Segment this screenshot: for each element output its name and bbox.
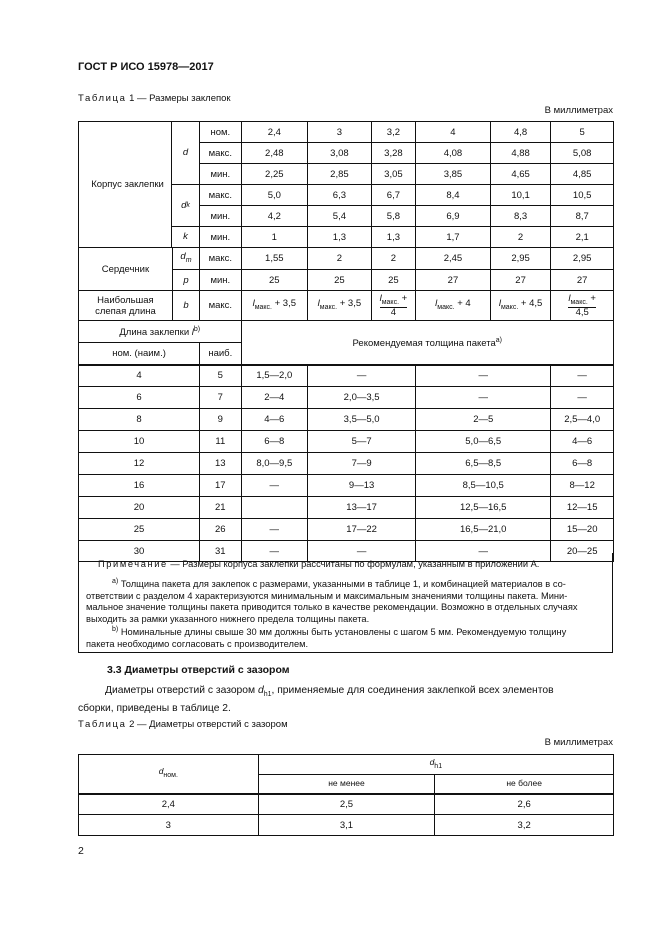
- value-text: + 3,5: [339, 298, 362, 310]
- table2-unit: В миллиметрах: [544, 737, 613, 748]
- dh1-header: [258, 755, 613, 775]
- value-cell: 10,5: [551, 185, 614, 206]
- kind-cell: мин.: [200, 206, 241, 227]
- value-cell: 5,4: [308, 206, 372, 227]
- footnote-a: [86, 576, 609, 625]
- value-text: +: [590, 293, 596, 305]
- symbol-text: d: [181, 199, 187, 211]
- thickness-cell: 5,0—6,5: [416, 431, 551, 453]
- length-nom: 4: [79, 365, 200, 387]
- l-symbol: l: [435, 298, 438, 310]
- rivet-dimensions-table: [78, 121, 614, 562]
- table-cell: 3,2: [435, 815, 614, 836]
- thickness-cell: —: [241, 541, 308, 562]
- value-cell: 2: [308, 248, 372, 270]
- thickness-cell: 4—6: [551, 431, 614, 453]
- thickness-cell: 7—9: [308, 453, 416, 475]
- value-text: +: [401, 293, 408, 305]
- thickness-cell: 15—20: [551, 519, 614, 541]
- d-sub: ном.: [163, 772, 178, 780]
- table1-note: [98, 559, 539, 571]
- value-cell: 3,05: [371, 164, 415, 185]
- value-cell: 4,65: [490, 164, 551, 185]
- footnote-mark: a): [495, 337, 502, 345]
- value-cell: 10,1: [490, 185, 551, 206]
- kind-cell: ном.: [200, 122, 241, 143]
- max-header: наиб.: [200, 343, 241, 365]
- value-cell: 2,85: [308, 164, 372, 185]
- kind-cell: мин.: [200, 270, 241, 291]
- l-symbol: l: [498, 298, 501, 310]
- symbol-dm: [172, 248, 199, 270]
- thickness-cell: 8,0—9,5: [241, 453, 308, 475]
- value-cell: 8,4: [416, 185, 491, 206]
- symbol-sub: k: [186, 201, 190, 209]
- length-nom: 6: [79, 387, 200, 409]
- length-nom: 12: [79, 453, 200, 475]
- thickness-cell: —: [308, 541, 416, 562]
- thickness-cell: 8,5—10,5: [416, 475, 551, 497]
- l-sub: макс.: [437, 303, 455, 311]
- kind-cell: макс.: [200, 291, 241, 321]
- value-cell: 27: [551, 270, 614, 291]
- l-symbol: l: [317, 298, 320, 310]
- thickness-cell: 16,5—21,0: [416, 519, 551, 541]
- value-cell: 8,3: [490, 206, 551, 227]
- symbol-dk: [172, 184, 199, 227]
- thickness-cell: 9—13: [308, 475, 416, 497]
- note-text: — Размеры корпуса заклепки рассчитаны по формулам, указанным в приложении А.: [170, 559, 540, 569]
- value-cell: 1,3: [308, 227, 372, 248]
- d-sub: h1: [434, 762, 443, 770]
- thickness-cell: —: [416, 541, 551, 562]
- value-cell: [416, 291, 491, 321]
- dnom-header: [79, 755, 259, 794]
- length-max: 21: [200, 497, 241, 519]
- value-cell: 27: [416, 270, 491, 291]
- value-cell: 25: [308, 270, 372, 291]
- value-cell: 5: [551, 122, 614, 143]
- footnote-mark: b): [193, 326, 201, 334]
- value-cell: [308, 291, 372, 321]
- value-cell: 4,08: [416, 143, 491, 164]
- corpus-label: Корпус заклепки: [91, 179, 164, 190]
- thickness-cell: —: [551, 365, 614, 387]
- value-cell: 25: [371, 270, 415, 291]
- thickness-cell: 13—17: [308, 497, 416, 519]
- value-cell: 2,95: [490, 248, 551, 270]
- thickness-cell: 6—8: [551, 453, 614, 475]
- value-cell: 3,2: [371, 122, 415, 143]
- symbol-k: k: [183, 231, 188, 242]
- value-cell: 27: [490, 270, 551, 291]
- symbol-p: p: [172, 270, 199, 291]
- footnote-line: Номинальные длины свыше 30 мм должны быть установлены с шагом 5 мм. Рекомендуемую толщину: [120, 627, 567, 638]
- thickness-cell: 17—22: [308, 519, 416, 541]
- kind-cell: мин.: [200, 164, 241, 185]
- value-cell: 2: [490, 227, 551, 248]
- value-cell: 8,7: [551, 206, 614, 227]
- thickness-cell: 3,5—5,0: [308, 409, 416, 431]
- thickness-header-text: Рекомендуемая толщина пакета: [352, 338, 496, 350]
- kind-cell: макс.: [200, 248, 241, 270]
- length-max: 11: [200, 431, 241, 453]
- section-title: 3.3 Диаметры отверстий с зазором: [107, 664, 290, 676]
- thickness-cell: [241, 497, 308, 519]
- numerator: [380, 294, 408, 308]
- table1-caption: [78, 93, 231, 104]
- l-sub: макс.: [570, 298, 588, 306]
- value-cell: 2,4: [241, 122, 308, 143]
- kind-cell: макс.: [200, 185, 241, 206]
- value-cell: 2: [371, 248, 415, 270]
- thickness-cell: 20—25: [551, 541, 614, 562]
- page-number: 2: [78, 845, 84, 857]
- footnote-mark: b): [112, 626, 119, 633]
- para-text: Диаметры отверстий с зазором: [105, 685, 256, 696]
- value-cell: 2,25: [241, 164, 308, 185]
- value-cell: 3: [308, 122, 372, 143]
- thickness-cell: —: [551, 387, 614, 409]
- document-header: ГОСТ Р ИСО 15978—2017: [78, 61, 214, 73]
- symbol-sub: m: [185, 256, 192, 264]
- length-max: 26: [200, 519, 241, 541]
- thickness-cell: 6—8: [241, 431, 308, 453]
- value-cell: 3,08: [308, 143, 372, 164]
- value-cell: 25: [241, 270, 308, 291]
- thickness-cell: 2—5: [416, 409, 551, 431]
- value-cell: 6,3: [308, 185, 372, 206]
- l-symbol: l: [379, 293, 382, 305]
- table2-caption-text: 2 — Диаметры отверстий с зазором: [129, 719, 288, 730]
- length-nom: 20: [79, 497, 200, 519]
- thickness-cell: 2—4: [241, 387, 308, 409]
- value-cell: 2,45: [416, 248, 491, 270]
- l-sub: макс.: [319, 303, 338, 311]
- length-max: 31: [200, 541, 241, 562]
- corpus-symbol-column: [171, 121, 199, 247]
- length-header: [79, 321, 242, 343]
- table-cell: 2,6: [435, 794, 614, 815]
- note-word: Примечание: [98, 559, 168, 569]
- thickness-cell: —: [308, 365, 416, 387]
- d-symbol: d: [429, 757, 435, 768]
- thickness-cell: 12—15: [551, 497, 614, 519]
- l-symbol: l: [252, 298, 255, 310]
- value-cell: 6,9: [416, 206, 491, 227]
- value-cell: 3,28: [371, 143, 415, 164]
- symbol-b: b: [172, 291, 199, 321]
- length-nom: 25: [79, 519, 200, 541]
- para-text: , применяемые для соединения заклепкой всех элементов: [271, 685, 554, 696]
- value-cell: [551, 291, 614, 321]
- value-cell: 3,85: [416, 164, 491, 185]
- value-cell: 4,2: [241, 206, 308, 227]
- length-nom: 30: [79, 541, 200, 562]
- value-cell: 5,08: [551, 143, 614, 164]
- d-symbol: d: [158, 766, 164, 777]
- l-symbol: l: [568, 293, 571, 305]
- footnote-line: Толщина пакета для заклепок с размерами, указанными в таблице 1, и комбинацией материалов в со-: [120, 579, 566, 590]
- table1-unit: В миллиметрах: [544, 105, 613, 116]
- table2-caption-word: Таблица: [78, 719, 127, 730]
- thickness-cell: —: [241, 475, 308, 497]
- length-max: 9: [200, 409, 241, 431]
- symbol-text: d: [180, 251, 186, 263]
- fraction: [568, 294, 596, 317]
- section-paragraph: [78, 684, 614, 716]
- nom-header: ном. (наим.): [79, 343, 200, 365]
- denominator: 4,5: [575, 306, 589, 318]
- value-cell: 1: [241, 227, 308, 248]
- thickness-cell: —: [241, 519, 308, 541]
- value-cell: 1,55: [241, 248, 308, 270]
- length-max: 13: [200, 453, 241, 475]
- value-cell: 5,8: [371, 206, 415, 227]
- value-cell: 1,7: [416, 227, 491, 248]
- value-cell: [490, 291, 551, 321]
- table-cell: 2,5: [258, 794, 435, 815]
- value-cell: 1,3: [371, 227, 415, 248]
- blind-length-label: Наибольшая слепая длина: [79, 291, 173, 321]
- footnote-line: ответствии с разделом 4 характеризуются минимальным и максимальным значениями толщины пакета. Мини-: [86, 590, 568, 601]
- table2-caption: [78, 719, 288, 730]
- table-cell: 3: [79, 815, 259, 836]
- max-header: не более: [435, 775, 614, 794]
- value-cell: 4,85: [551, 164, 614, 185]
- d-sub: h1: [263, 691, 272, 699]
- thickness-cell: 12,5—16,5: [416, 497, 551, 519]
- l-symbol: l: [191, 327, 194, 339]
- denominator: 4: [390, 306, 397, 318]
- fraction: [380, 294, 408, 317]
- table1-caption-word: Таблица: [78, 93, 127, 104]
- length-max: 17: [200, 475, 241, 497]
- footnote-line: пакета необходимо согласовать с производителем.: [86, 638, 309, 649]
- value-text: + 4: [457, 298, 471, 310]
- l-sub: макс.: [381, 298, 400, 306]
- table-cell: 2,4: [79, 794, 259, 815]
- thickness-cell: 2,0—3,5: [308, 387, 416, 409]
- length-max: 5: [200, 365, 241, 387]
- length-header-text: Длина заклепки: [119, 327, 190, 339]
- value-cell: 2,48: [241, 143, 308, 164]
- kind-cell: мин.: [200, 227, 241, 248]
- value-cell: [241, 291, 308, 321]
- value-cell: 6,7: [371, 185, 415, 206]
- value-cell: 5,0: [241, 185, 308, 206]
- footnote-b: [86, 624, 609, 650]
- table-cell: 3,1: [258, 815, 435, 836]
- thickness-cell: —: [416, 387, 551, 409]
- footnote-line: мальное значение толщины пакета приводится только в качестве рекомендации. Возможно в отдельных случаях: [86, 602, 578, 613]
- hole-diameter-table: [78, 754, 614, 836]
- length-max: 7: [200, 387, 241, 409]
- d-symbol: d: [257, 685, 264, 696]
- thickness-cell: —: [416, 365, 551, 387]
- value-cell: 4,8: [490, 122, 551, 143]
- thickness-cell: 6,5—8,5: [416, 453, 551, 475]
- thickness-cell: 4—6: [241, 409, 308, 431]
- length-nom: 16: [79, 475, 200, 497]
- value-cell: 2,1: [551, 227, 614, 248]
- table1-caption-text: 1 — Размеры заклепок: [129, 93, 231, 104]
- l-sub: макс.: [500, 303, 519, 311]
- value-text: + 4,5: [520, 298, 543, 310]
- value-cell: 2,95: [551, 248, 614, 270]
- min-header: не менее: [258, 775, 435, 794]
- thickness-cell: 2,5—4,0: [551, 409, 614, 431]
- thickness-cell: 8—12: [551, 475, 614, 497]
- para-text: сборки, приведены в таблице 2.: [78, 703, 231, 715]
- value-text: + 3,5: [274, 298, 297, 310]
- core-label: Сердечник: [79, 248, 173, 291]
- footnote-mark: a): [112, 578, 119, 585]
- length-nom: 10: [79, 431, 200, 453]
- kind-cell: макс.: [200, 143, 241, 164]
- thickness-cell: 1,5—2,0: [241, 365, 308, 387]
- thickness-cell: 5—7: [308, 431, 416, 453]
- value-cell: [371, 291, 415, 321]
- value-cell: 4,88: [490, 143, 551, 164]
- length-nom: 8: [79, 409, 200, 431]
- value-cell: 4: [416, 122, 491, 143]
- thickness-header: [241, 321, 614, 365]
- numerator: [568, 294, 596, 308]
- footnote-line: выходить за рамки указанного нижнего предела толщины пакета.: [86, 613, 370, 624]
- symbol-d: d: [172, 121, 199, 185]
- l-sub: макс.: [254, 303, 272, 311]
